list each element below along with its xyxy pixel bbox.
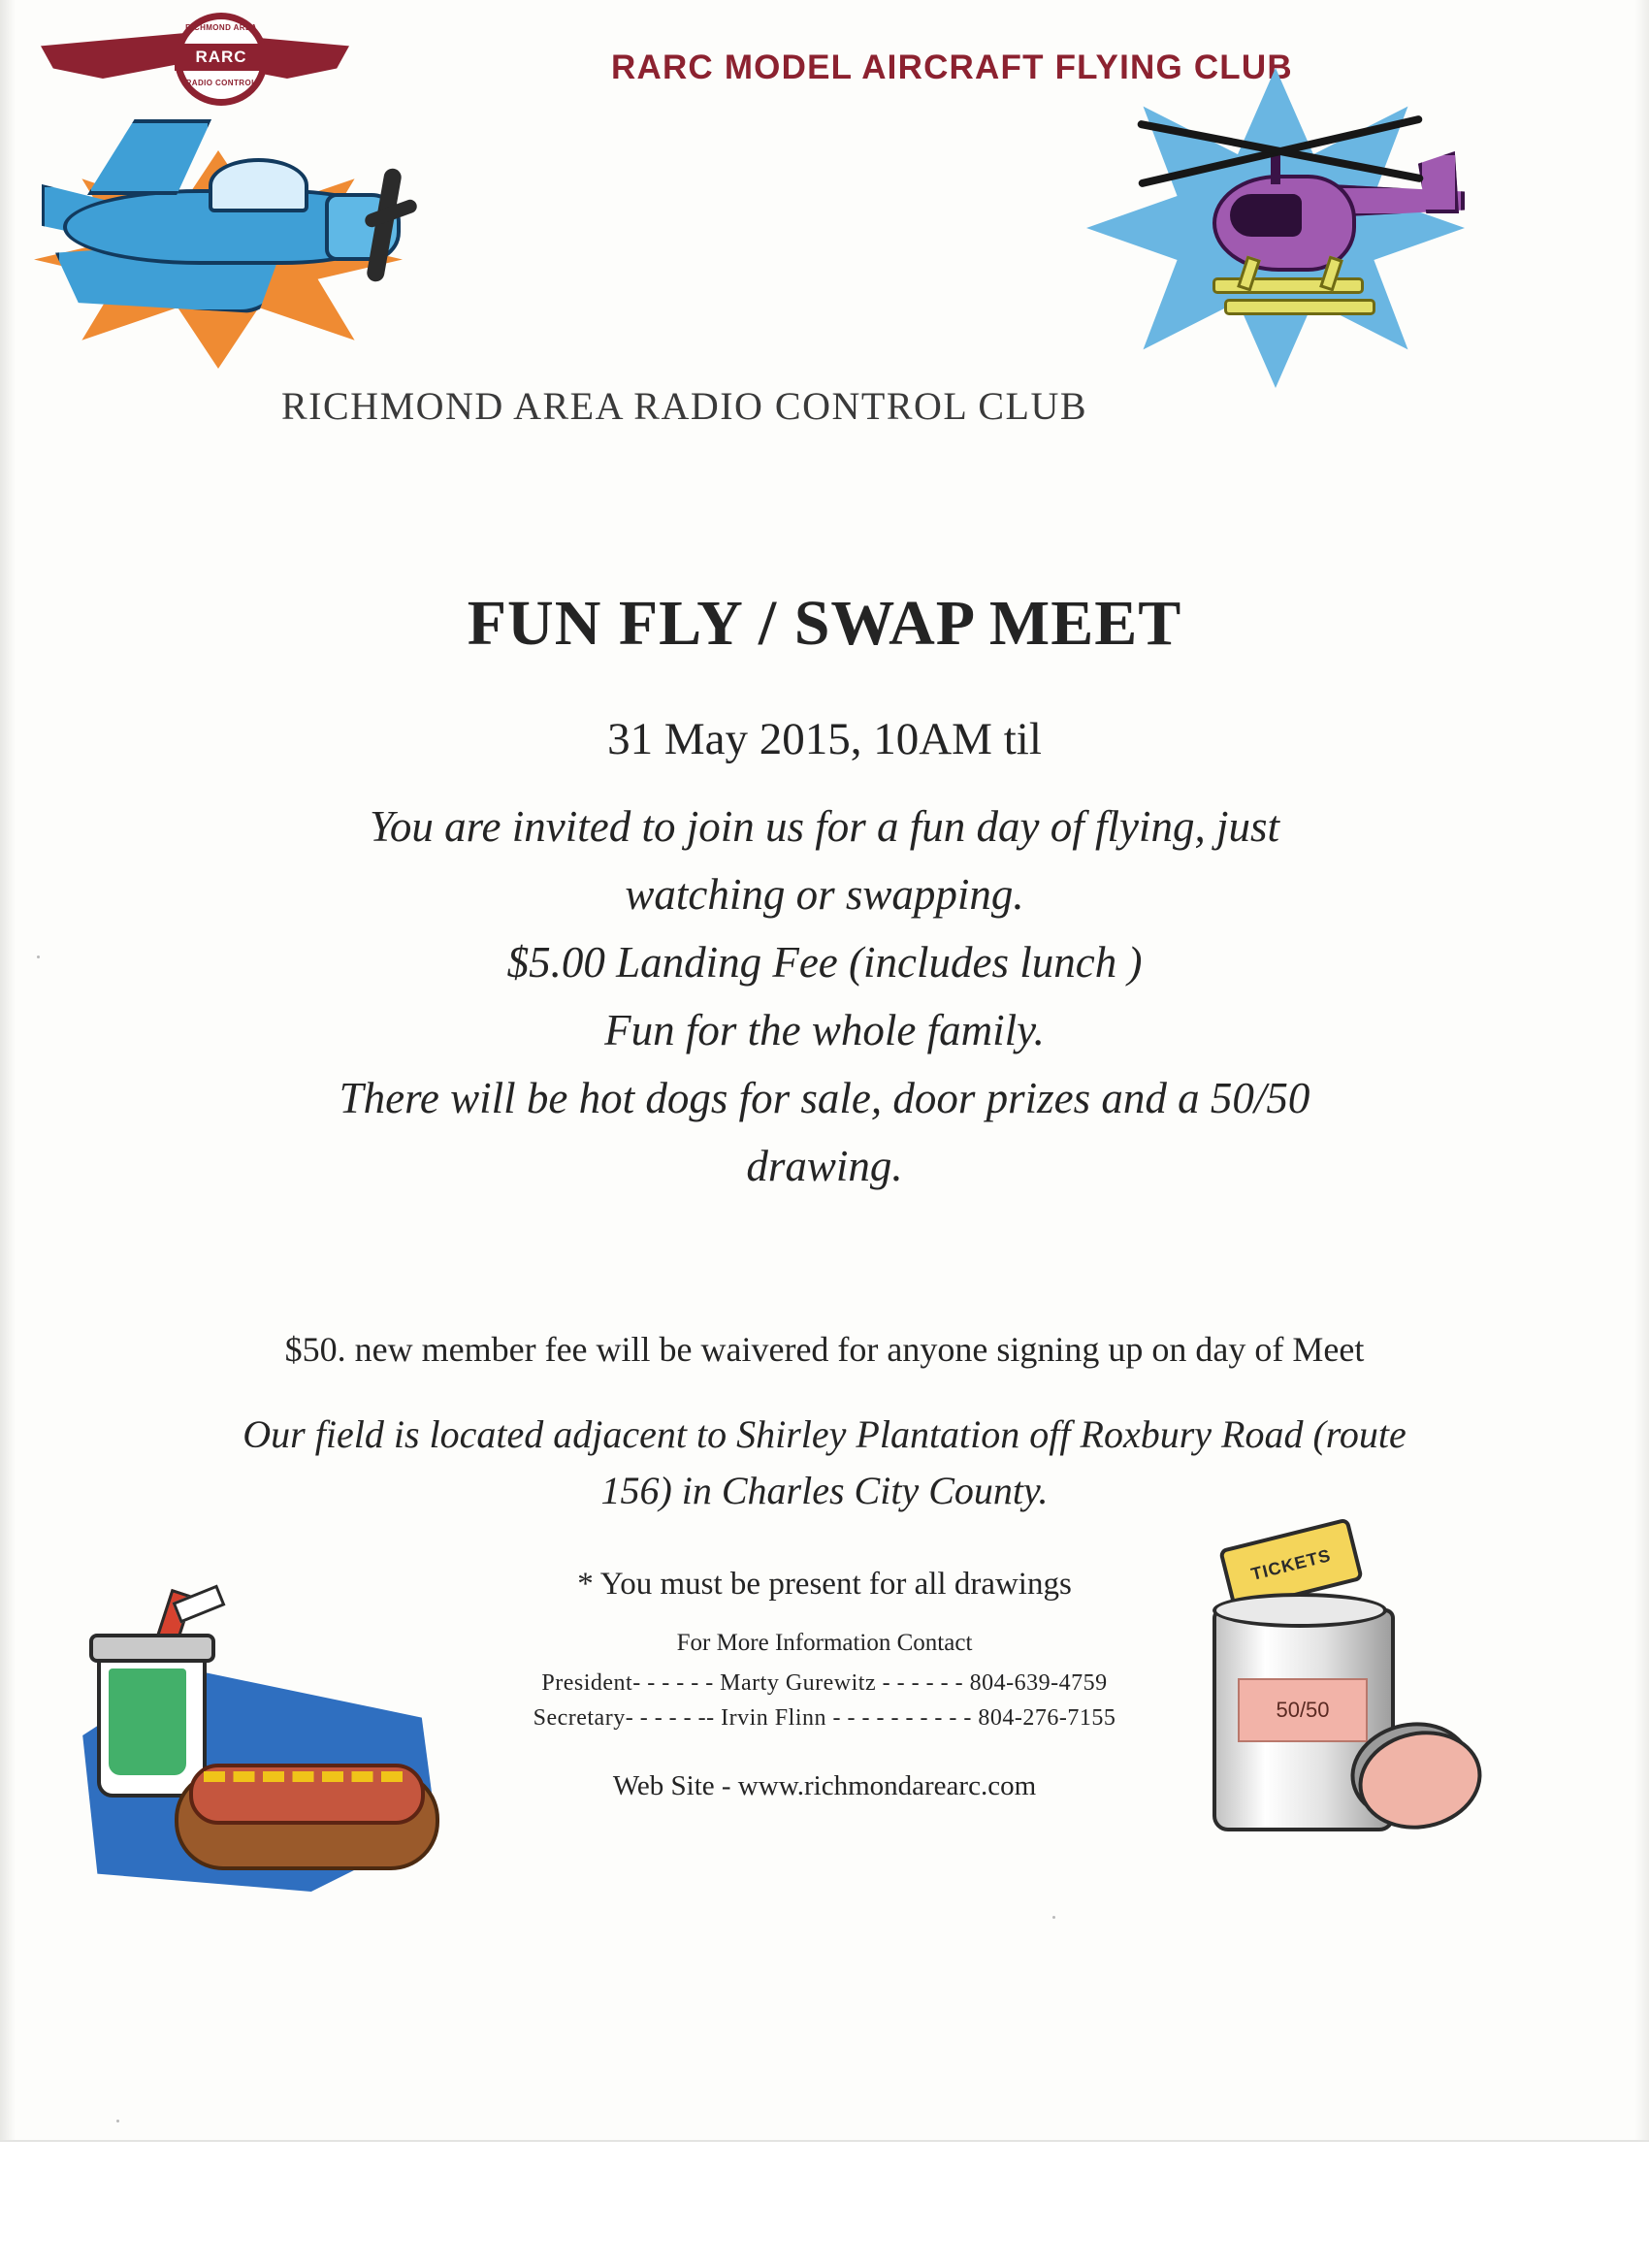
- present-note: * You must be present for all drawings: [577, 1567, 1072, 1602]
- plane-canopy-icon: [209, 158, 308, 212]
- logo-wing-left-icon: [41, 32, 196, 79]
- contact-president: President- - - - - - Marty Gurewitz - - - - - - 804-639-4759: [541, 1670, 1108, 1696]
- club-name: RICHMOND AREA RADIO CONTROL CLUB: [281, 384, 1088, 428]
- scan-speck: [37, 956, 40, 958]
- tickets-label: TICKETS: [1248, 1544, 1334, 1584]
- location-line-2: 156) in Charles City County.: [600, 1469, 1049, 1512]
- invitation-text: [78, 795, 1571, 1203]
- website-line: Web Site - www.richmondarearc.com: [612, 1770, 1037, 1801]
- location-line-1: Our field is located adjacent to Shirley Plantation off Roxbury Road (route: [242, 1412, 1406, 1456]
- hotdog-mustard-icon: [204, 1771, 403, 1803]
- drink-cup-lid-icon: [89, 1634, 215, 1663]
- location-text: [68, 1407, 1581, 1519]
- header-title: RARC MODEL AIRCRAFT FLYING CLUB: [611, 49, 1293, 86]
- logo-initials-band: [175, 44, 268, 71]
- invite-line-1: You are invited to join us for a fun day of flying, just: [370, 802, 1279, 851]
- member-fee-note: $50. new member fee will be waivered for anyone signing up on day of Meet: [284, 1330, 1365, 1369]
- contact-heading: For More Information Contact: [676, 1630, 973, 1656]
- scan-speck: [116, 2120, 119, 2122]
- contact-secretary: Secretary- - - - - -- Irvin Flinn - - - - - - - - - - 804-276-7155: [533, 1705, 1116, 1731]
- invite-line-2: watching or swapping.: [625, 870, 1024, 919]
- plane-upper-wing-icon: [87, 119, 211, 195]
- can-label: 50/50: [1238, 1678, 1368, 1742]
- airplane-illustration: [34, 92, 577, 373]
- event-date: 31 May 2015, 10AM til: [607, 714, 1042, 764]
- invite-line-3: $5.00 Landing Fee (includes lunch ): [506, 938, 1143, 987]
- can-rim-icon: [1212, 1593, 1387, 1628]
- logo-bottom-text: RADIO CONTROL: [185, 79, 257, 87]
- invite-line-6: drawing.: [746, 1142, 903, 1190]
- logo-initials: RARC: [195, 48, 247, 66]
- scan-edge-right: [1635, 0, 1649, 2268]
- hotdog-illustration: [68, 1591, 456, 1911]
- drink-cup-label-icon: [109, 1669, 186, 1775]
- scan-speck: [1052, 1916, 1055, 1919]
- invite-line-5: There will be hot dogs for sale, door prizes and a 50/50: [339, 1074, 1310, 1122]
- heli-window-icon: [1230, 194, 1302, 237]
- raffle-can-illustration: [1203, 1533, 1474, 1892]
- invite-line-4: Fun for the whole family.: [604, 1006, 1045, 1054]
- heli-skid-2-icon: [1224, 299, 1375, 315]
- event-headline: FUN FLY / SWAP MEET: [467, 588, 1182, 659]
- scan-edge-left: [0, 0, 16, 2268]
- heli-skid-1-icon: [1212, 277, 1364, 294]
- logo-top-text: RICHMOND AREA: [185, 23, 257, 32]
- straw-bend-icon: [173, 1584, 226, 1623]
- scan-edge-bottom: [0, 2140, 1649, 2268]
